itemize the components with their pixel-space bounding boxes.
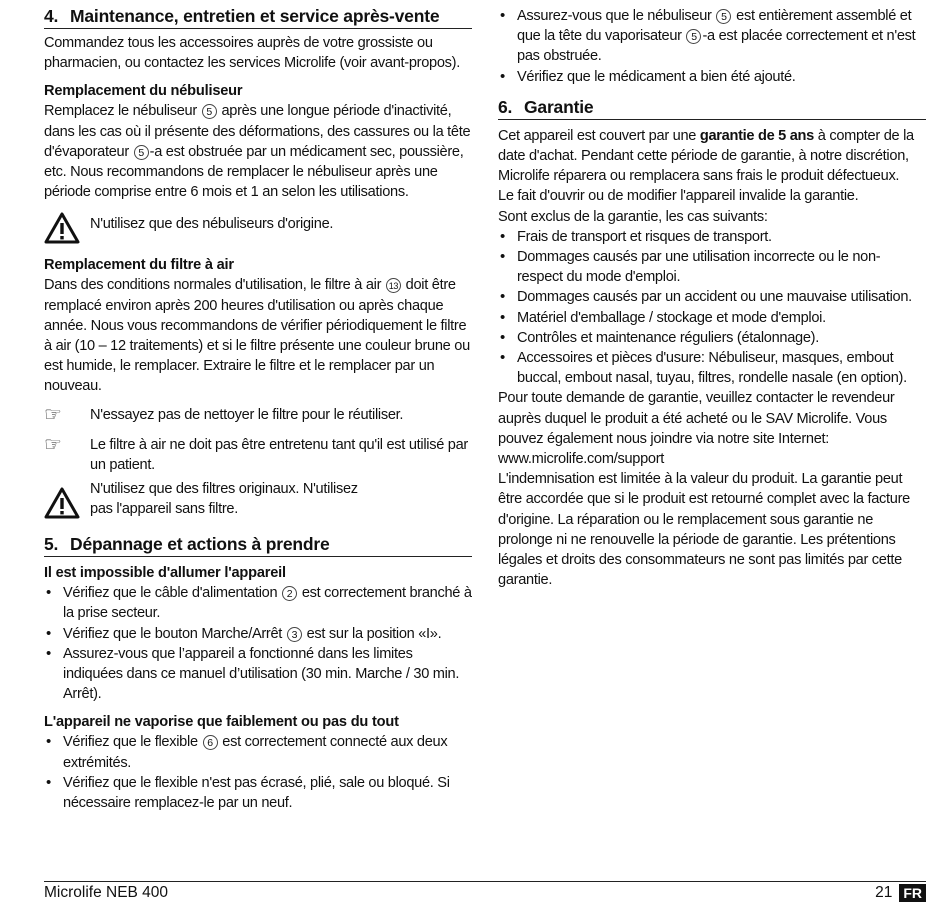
- section-4-heading: [44, 6, 472, 29]
- support-url[interactable]: www.microlife.com/support: [498, 451, 665, 468]
- language-badge: FR: [899, 884, 926, 902]
- part-number-badge: 5: [202, 104, 217, 119]
- section-5-heading: [44, 534, 472, 557]
- pointing-hand-icon: ☞: [44, 403, 62, 426]
- warning-note-nebulizer: [44, 212, 472, 249]
- troubleshoot-spray-title: L'appareil ne vaporise que faiblement ou pas du tout: [44, 714, 399, 731]
- page-footer: [44, 881, 926, 901]
- warning-triangle-icon: [44, 479, 90, 524]
- warranty-duration: garantie de 5 ans: [699, 127, 814, 144]
- pointing-hand-icon: ☞: [44, 433, 62, 456]
- text-run: est entièrement assemblé et que la tête du vaporisateur: [517, 8, 912, 45]
- warranty-void-note: Le fait d'ouvrir ou de modifier l'appareil invalide la garantie.: [498, 188, 859, 205]
- text-run: Cet appareil est couvert par une: [498, 127, 697, 144]
- section-title: Garantie: [524, 96, 594, 117]
- text-run: Vérifiez que le flexible: [63, 734, 198, 751]
- part-number-badge: 5: [134, 145, 149, 160]
- text-run: est sur la position «I».: [306, 625, 442, 642]
- section-title: Dépannage et actions à prendre: [70, 534, 330, 555]
- text-run: -a est placée correctement et n'est pas obstruée.: [517, 28, 916, 65]
- part-number-badge: 3: [287, 627, 302, 642]
- list-item: [44, 732, 472, 772]
- text-run: après une longue période d'inactivité, dans les cas où il présente des déformations, des cassures ou la tête d'évaporateur: [44, 103, 471, 160]
- list-item: • Matériel d'emballage / stockage et mode d'emploi.: [498, 308, 926, 328]
- text-run: doit être remplacé environ après 200 heures d'utilisation ou après chaque année. Nous vous recommandons de vérifier périodiquement le filtre à air (10 – 12 traitements) et si le filtre présente une couleur brune ou est humide, le remplacer. Extraire le filtre et le remplacer par un nouveau.: [44, 277, 470, 395]
- part-number-badge: 13: [386, 278, 401, 293]
- list-item: • Assurez-vous que l’appareil a fonctionné dans les limites indiquées dans ce manuel d’utilisation (30 min. Marche / 30 min. Arrêt).: [44, 644, 472, 705]
- section-6-heading: [498, 97, 926, 120]
- list-item: • Vérifiez que le médicament a bien été ajouté.: [498, 67, 926, 87]
- warranty-limitation-text: L'indemnisation est limitée à la valeur du produit. La garantie peut être accordée que si le produit est retourné complet avec la facture d'origine. La réparation ou le remplacement sous garantie ne prolonge ni ne renouvelle la période de garantie. Les prétentions légales et droits des consommateurs ne sont pas limités par cette garantie.: [498, 471, 910, 589]
- text-run: est correctement branché à la prise secteur.: [63, 585, 472, 622]
- nebulizer-replacement-title: Remplacement du nébuliseur: [44, 83, 243, 100]
- troubleshoot-power-list: [44, 583, 472, 704]
- section-number: 6.: [498, 96, 513, 117]
- warranty-claim-text: Pour toute demande de garantie, veuillez contacter le revendeur auprès duquel le produit a été acheté ou le SAV Microlife. Vous pouvez également nous joindre via notre site Internet:: [498, 390, 895, 447]
- nebulizer-replacement-text: [44, 101, 472, 202]
- tip-note-maintenance: [44, 435, 472, 475]
- air-filter-replacement-text: [44, 275, 472, 396]
- text-run: Assurez-vous que le nébuliseur: [517, 8, 712, 24]
- troubleshoot-power-title: Il est impossible d'allumer l'appareil: [44, 565, 286, 582]
- warranty-exclusions-intro: Sont exclus de la garantie, les cas suivants:: [498, 208, 768, 225]
- list-item: • Contrôles et maintenance réguliers (étalonnage).: [498, 328, 926, 348]
- part-number-badge: 6: [203, 735, 218, 750]
- air-filter-replacement-title: Remplacement du filtre à air: [44, 257, 234, 274]
- section-number: 4.: [44, 6, 59, 26]
- page-indicator: [875, 884, 926, 902]
- list-item: [498, 6, 926, 67]
- warranty-exclusions-list: [498, 227, 926, 389]
- list-item: • Dommages causés par une utilisation incorrecte ou le non-respect du mode d'emploi.: [498, 247, 926, 287]
- part-number-badge: 5: [686, 29, 701, 44]
- text-run: Vérifiez que le bouton Marche/Arrêt: [63, 625, 283, 642]
- text-run: est correctement connecté aux deux extrémités.: [63, 734, 448, 771]
- warning-triangle-icon: [44, 212, 90, 249]
- section-title: Maintenance, entretien et service après-vente: [70, 6, 440, 26]
- list-item: [44, 624, 472, 644]
- warranty-intro: [498, 126, 926, 187]
- troubleshoot-spray-list: [44, 732, 472, 813]
- tip-note-cleaning: [44, 405, 472, 425]
- list-item: • Accessoires et pièces d'usure: Nébuliseur, masques, embout buccal, embout nasal, tuyau, filtres, rondelle nasale (en option).: [498, 348, 926, 388]
- product-name: Microlife NEB 400: [44, 884, 169, 901]
- tip-text: Le filtre à air ne doit pas être entretenu tant qu'il est utilisé par un patient.: [90, 436, 468, 474]
- section-4-intro: Commandez tous les accessoires auprès de votre grossiste ou pharmacien, ou contactez les services Microlife (voir avant-propos).: [44, 35, 460, 72]
- list-item: • Vérifiez que le flexible n'est pas écrasé, plié, sale ou bloqué. Si nécessaire remplacez-le par un neuf.: [44, 773, 472, 813]
- warning-text: N'utilisez que des nébuliseurs d'origine.: [90, 216, 334, 233]
- warning-note-filter: [44, 479, 472, 524]
- part-number-badge: 5: [716, 9, 731, 24]
- text-run: Vérifiez que le câble d'alimentation: [63, 585, 278, 602]
- section-number: 5.: [44, 534, 59, 555]
- text-run: à compter de la date d'achat. Pendant cette période de garantie, à notre discrétion, Microlife réparera ou remplacera sans frais le produit défectueux.: [498, 127, 914, 185]
- list-item: [44, 583, 472, 623]
- text-run: Remplacez le nébuliseur: [44, 103, 197, 120]
- text-run: Dans des conditions normales d'utilisation, le filtre à air: [44, 277, 382, 294]
- troubleshoot-spray-list-continued: [498, 6, 926, 87]
- warning-text: N'utilisez que des filtres originaux. N'utilisez pas l'appareil sans filtre.: [90, 481, 358, 518]
- tip-text: N'essayez pas de nettoyer le filtre pour le réutiliser.: [90, 406, 404, 423]
- text-run: -a est obstruée par un médicament sec, poussière, etc. Nous recommandons de remplacer le nébuliseur après une période comprise entre 6 mois et 1 an selon les utilisations.: [44, 143, 464, 201]
- part-number-badge: 2: [282, 586, 297, 601]
- left-column: [44, 6, 472, 813]
- list-item: • Frais de transport et risques de transport.: [498, 227, 926, 247]
- list-item: • Dommages causés par un accident ou une mauvaise utilisation.: [498, 287, 926, 307]
- page-number: 21: [875, 884, 893, 901]
- right-column: [498, 6, 926, 590]
